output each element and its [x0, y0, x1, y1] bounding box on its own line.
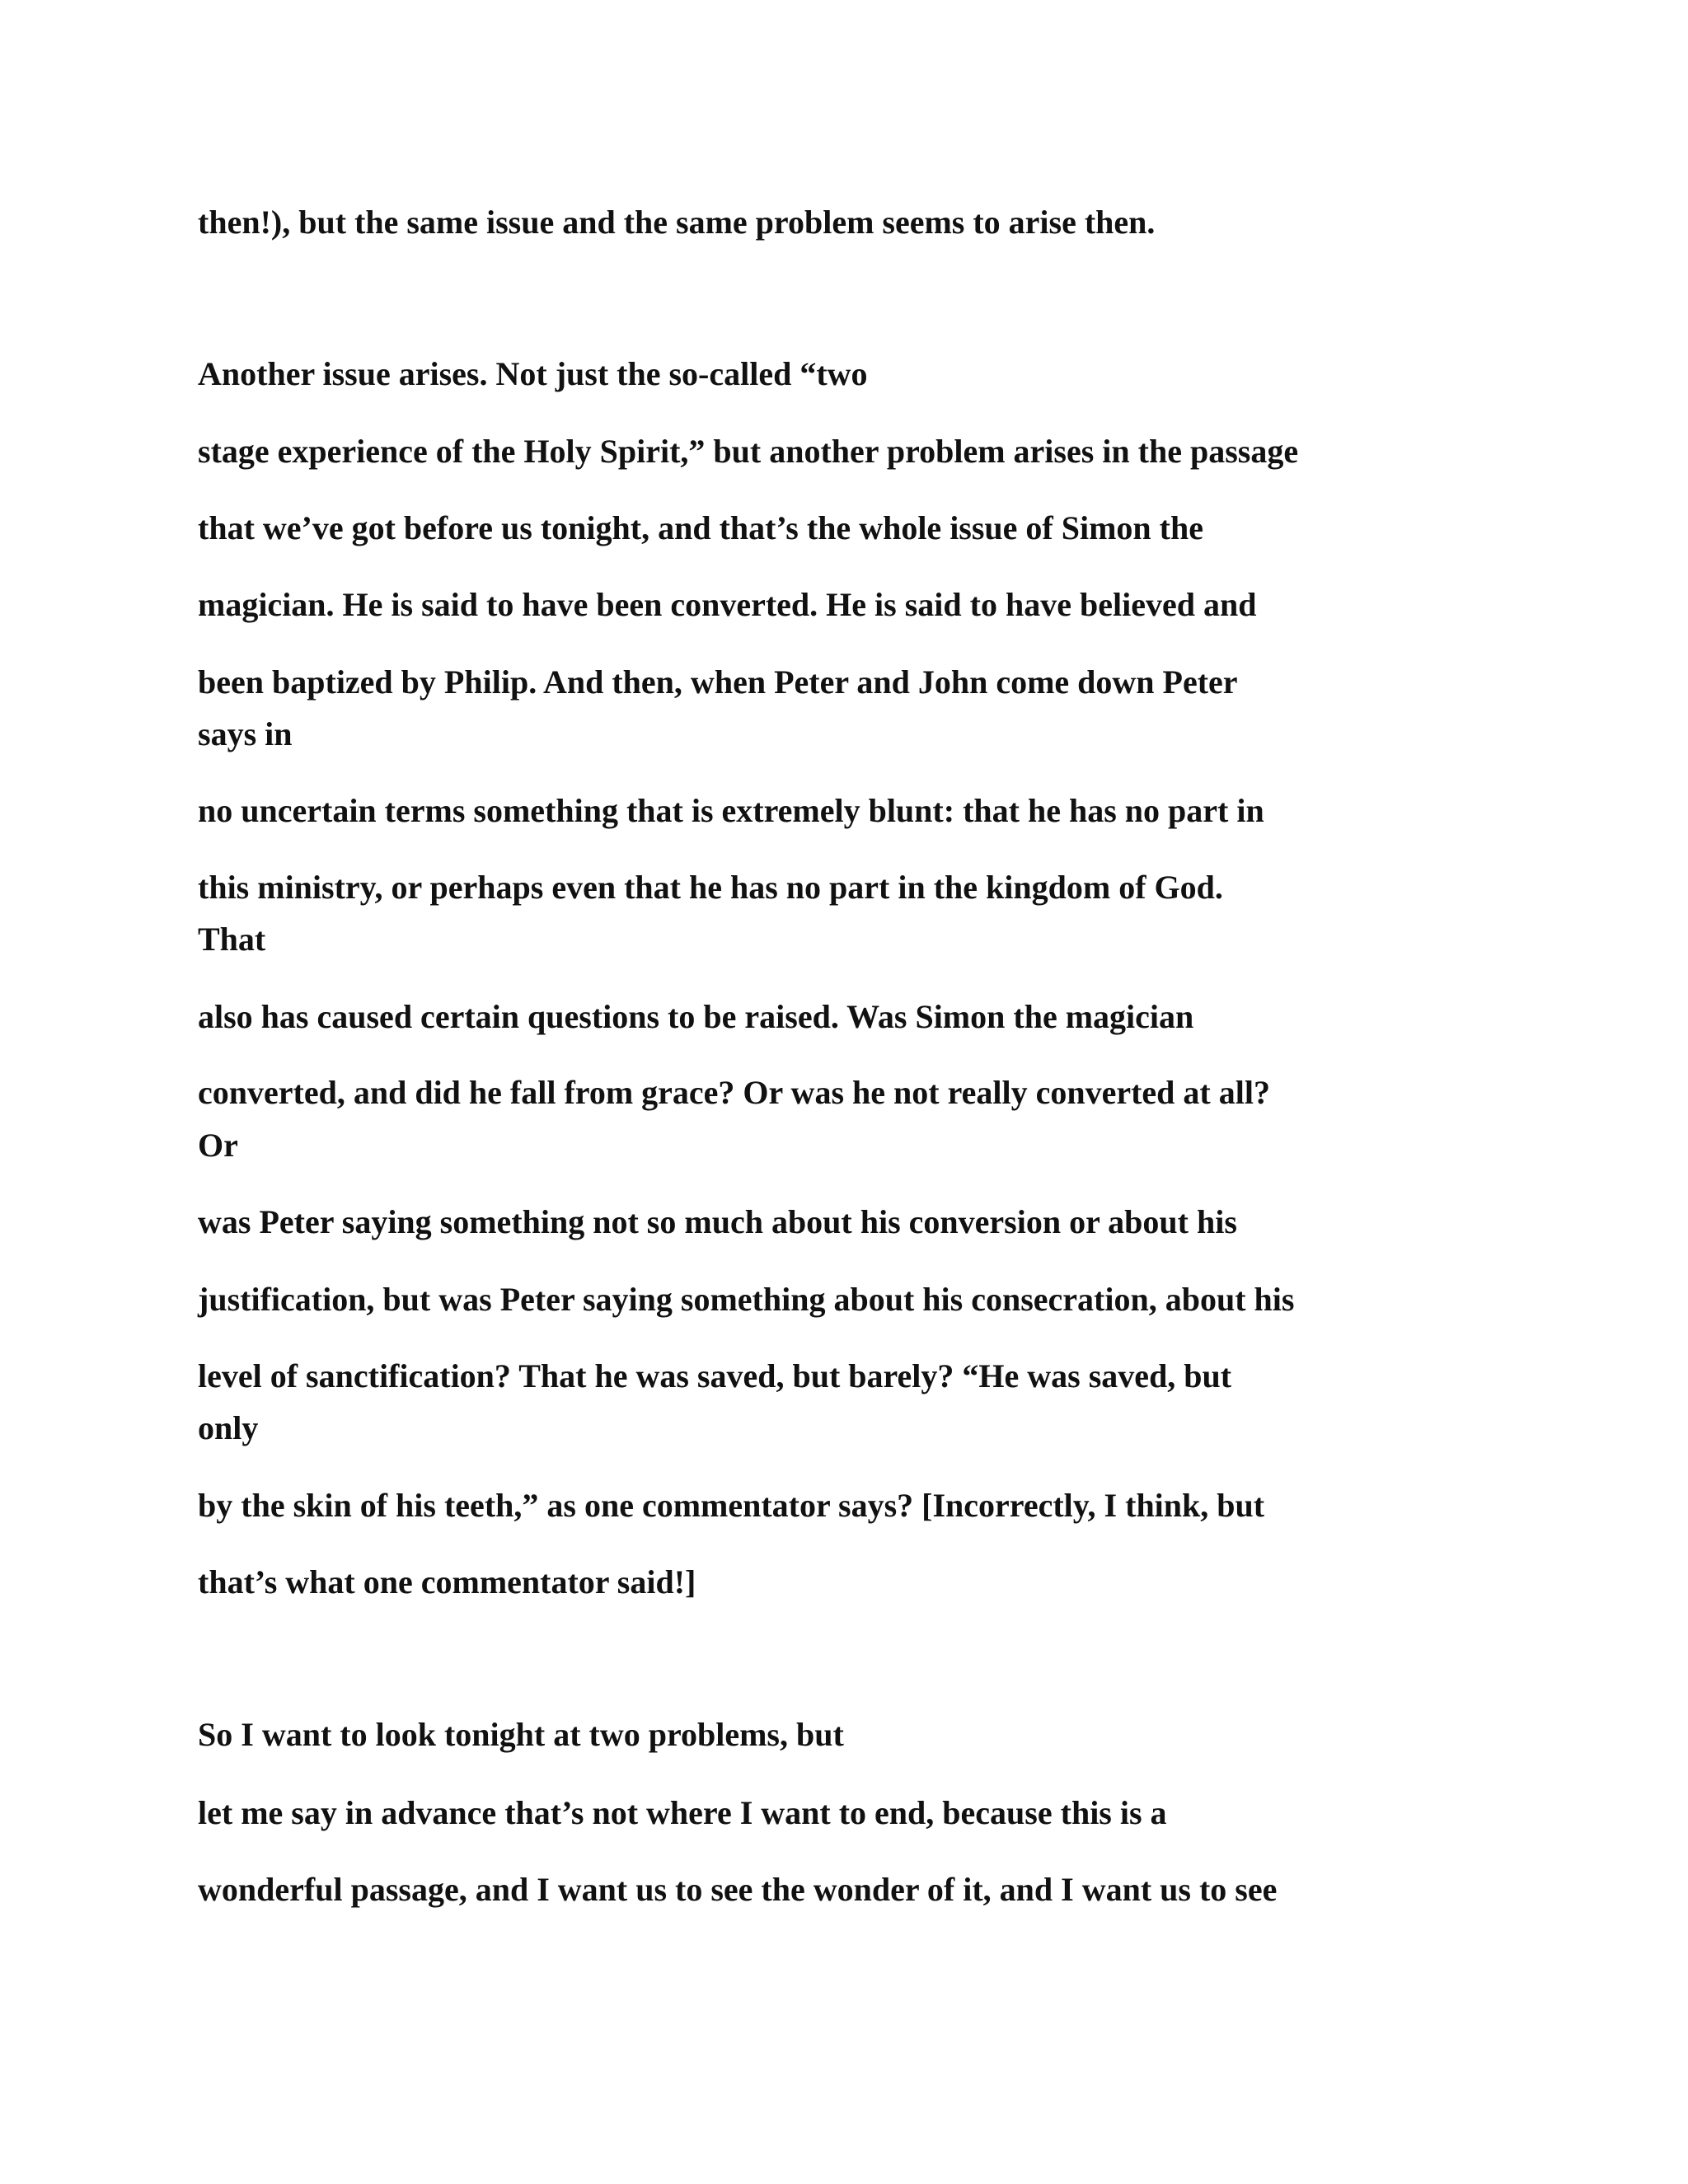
- text-line: stage experience of the Holy Spirit,” but another problem arises in the passage: [198, 433, 1299, 470]
- text-line: that’s what one commentator said!]: [198, 1563, 696, 1601]
- text-line: wonderful passage, and I want us to see the wonder of it, and I want us to see: [198, 1871, 1278, 1908]
- text-line: Another issue arises. Not just the so-called “two: [198, 355, 868, 392]
- text-line: So I want to look tonight at two problems, but: [198, 1716, 844, 1753]
- text-line: was Peter saying something not so much about his conversion or about his: [198, 1203, 1237, 1240]
- text-line: level of sanctification? That he was saved, but barely? “He was saved, but: [198, 1357, 1232, 1394]
- text-line: by the skin of his teeth,” as one commentator says? [Incorrectly, I think, but: [198, 1487, 1265, 1524]
- text-line: That: [198, 921, 266, 958]
- text-line: let me say in advance that’s not where I want to end, because this is a: [198, 1794, 1167, 1831]
- text-line: that we’ve got before us tonight, and that’s the whole issue of Simon the: [198, 509, 1203, 546]
- text-line: justification, but was Peter saying something about his consecration, about his: [198, 1281, 1295, 1318]
- text-line: also has caused certain questions to be raised. Was Simon the magician: [198, 998, 1194, 1035]
- text-line: Or: [198, 1127, 238, 1164]
- text-line: magician. He is said to have been converted. He is said to have believed and: [198, 586, 1257, 623]
- text-line: this ministry, or perhaps even that he has no part in the kingdom of God.: [198, 869, 1223, 906]
- text-line: been baptized by Philip. And then, when Peter and John come down Peter: [198, 663, 1238, 701]
- text-line: then!), but the same issue and the same problem seems to arise then.: [198, 204, 1156, 241]
- text-line: says in: [198, 715, 293, 752]
- text-line: converted, and did he fall from grace? Or was he not really converted at all?: [198, 1074, 1270, 1111]
- text-line: no uncertain terms something that is extremely blunt: that he has no part in: [198, 792, 1264, 829]
- text-line: only: [198, 1409, 259, 1446]
